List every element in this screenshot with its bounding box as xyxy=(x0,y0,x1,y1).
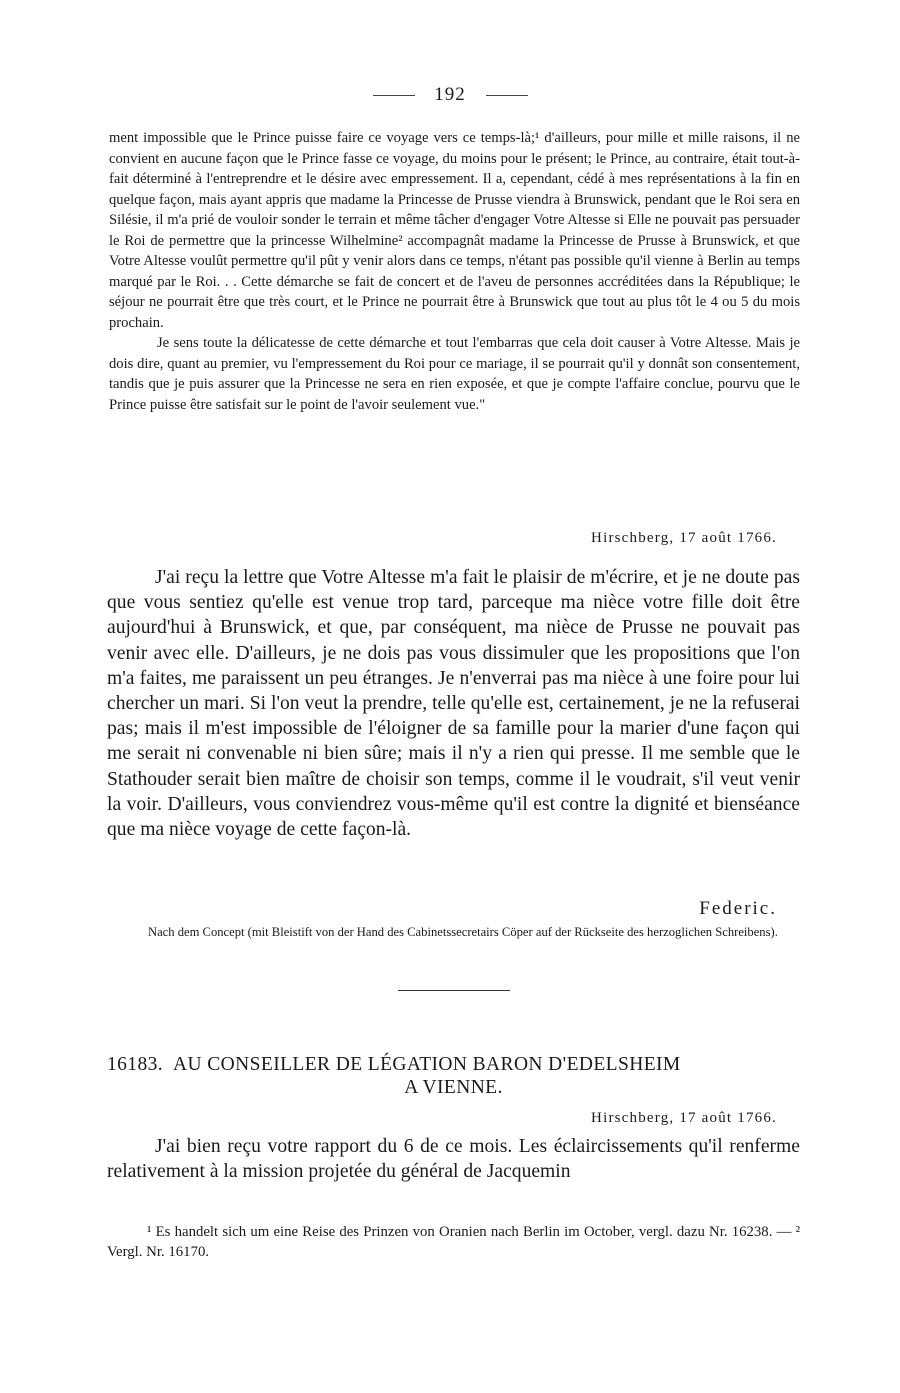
section-divider xyxy=(398,990,510,991)
heading-line-2: A VIENNE. xyxy=(404,1077,503,1098)
running-head-dash-right xyxy=(486,95,528,96)
letter-paragraph: J'ai reçu la lettre que Votre Altesse m'a fait le plaisir de m'écrire, et je ne doute pas que vous sentiez qu'elle est venue trop tard, parceque ma nièce votre fille doit être aujourd'hui à Brunswick, et que, par conséquent, ma nièce de Prusse ne pouvait pas venir avec elle. D'ailleurs, je ne dois pas vous dissimuler que les propositions que l'on m'a faites, me paraissent un peu étranges. Je n'enverrai pas ma nièce à une foire pour lui chercher un mari. Si l'on veut la prendre, telle qu'elle est, certainement, je ne la refuserai pas; mais il m'est impossible de l'éloigner de sa famille pour la marier d'une façon qui me serait ni convenable ni bien sûre; mais il n'y a rien qui presse. Il me semble que le Stathouder serait bien maître de choisir son temps, comme il le voudrait, s'il veut venir la voir. D'ailleurs, vous conviendrez vous-même qu'il est contre la dignité et bienséance que ma nièce voyage de cette façon-là. xyxy=(107,567,800,841)
footnote-text: ¹ Es handelt sich um eine Reise des Prinzen von Oranien nach Berlin im October, vergl. dazu Nr. 16238. — ² Vergl. Nr. 16170. xyxy=(107,1224,800,1260)
dateline-2: Hirschberg, 17 août 1766. xyxy=(591,1110,777,1126)
quote-paragraph-1: ment impossible que le Prince puisse faire ce voyage vers ce temps-là;¹ d'ailleurs, pour mille et mille raisons, il ne convient en aucune façon que le Prince fasse ce voyage, du moins pour le présent; le Prince, au contraire, était tout-à-fait déterminé à l'entreprendre et le désire avec empressement. Il a, cependant, cédé à mes représentations à la fin en quelque façon, mais ayant appris que madame la Princesse de Prusse viendra à Brunswick, pendant que le Roi sera en Silésie, il m'a prié de vouloir sonder le terrain et même tâcher d'engager Votre Altesse si Elle ne pouvait pas persuader le Roi de permettre que la princesse Wilhelmine² accompagnât madame la Princesse de Prusse à Brunswick, et que Votre Altesse voulût permettre qu'il pût y venir alors dans ce temps, n'étant pas possible qu'il vienne à Berlin au temps marqué par le Roi. . . Cette démarche se fait de concert et de l'aveu de personnes accréditées dans la République; le séjour ne pourrait être que très court, et le Prince ne pourrait être à Brunswick que tout au plus tôt le 4 ou 5 du mois prochain. xyxy=(109,130,800,331)
document-number: 16183. xyxy=(107,1054,164,1075)
signature: Federic. xyxy=(699,898,777,919)
letter2-body xyxy=(107,1134,800,1184)
running-head-dash-left xyxy=(373,95,415,96)
letter2-paragraph: J'ai bien reçu votre rapport du 6 de ce mois. Les éclaircissements qu'il renferme relativement à la mission projetée du général de Jacquemin xyxy=(107,1136,800,1183)
letter-body xyxy=(107,565,800,842)
quote-paragraph-2: Je sens toute la délicatesse de cette démarche et tout l'embarras que cela doit causer à Votre Altesse. Mais je dois dire, quant au premier, vu l'empressement du Roi pour ce mariage, il se pourrait qu'il y donnât son consentement, tandis que je puis assurer que la Princesse ne sera en rien exposée, et que je compte l'affaire conclue, pourvu que le Prince puisse être satisfait sur le point de l'avoir seulement vue." xyxy=(109,335,800,413)
source-note: Nach dem Concept (mit Bleistift von der Hand des Cabinetssecretairs Cöper auf der Rückseite des herzoglichen Schreibens). xyxy=(148,925,778,939)
dateline-1: Hirschberg, 17 août 1766. xyxy=(591,530,777,546)
section-heading xyxy=(107,1053,800,1099)
page-number: 192 xyxy=(434,84,466,105)
heading-line-1: AU CONSEILLER DE LÉGATION BARON D'EDELSHEIM xyxy=(173,1054,681,1075)
quoted-letter-block xyxy=(109,128,800,415)
running-head xyxy=(0,84,900,106)
footnotes xyxy=(107,1222,800,1262)
